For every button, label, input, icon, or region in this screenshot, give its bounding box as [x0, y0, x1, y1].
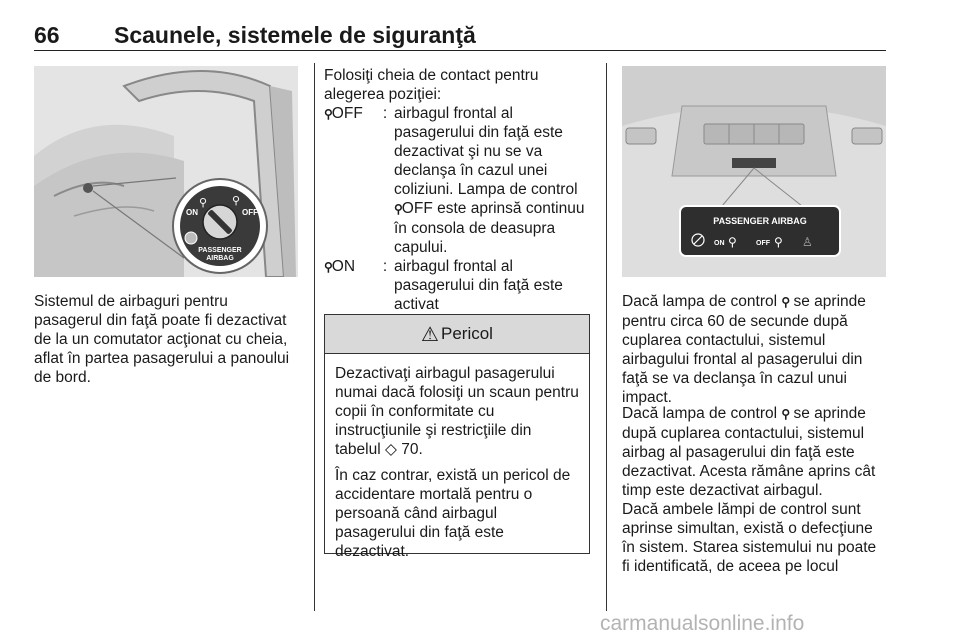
- position-list: [324, 104, 594, 314]
- def-on: airbagul frontal al pasagerului din faţă este activat: [394, 258, 563, 313]
- overhead-console-figure: [622, 66, 886, 277]
- airbag-on-icon: ⚲: [728, 235, 737, 249]
- left-caption: Sistemul de airbaguri pentru pasagerul din faţă poate fi dezactivat de la un comutator acţionat cu cheia, aflat în partea pasagerului a panoului de bord.: [34, 293, 290, 386]
- airbag-off-icon: ⚲: [774, 235, 783, 249]
- panel-on-label: ON: [714, 240, 725, 247]
- danger-paragraph-2: În caz contrar, există un pericol de accidentare mortală pentru o persoană când airbagul pasagerului din faţă este dezactivat.: [335, 467, 571, 560]
- list-colon: :: [382, 258, 388, 275]
- page-reference[interactable]: 70: [401, 441, 419, 458]
- switch-on-label: ON: [186, 208, 198, 217]
- list-item-off: [324, 104, 594, 257]
- right-paragraph-1: Dacă lampa de control ⚲ se aprinde pentru circa 60 de secunde după cuplarea contactului, sistemul airbagului frontal al pasagerului din faţă se va declanşa în cazul unui impact.: [622, 293, 866, 406]
- airbag-off-icon: ⚲: [394, 202, 402, 216]
- airbag-on-icon: ⚲: [199, 197, 208, 209]
- list-item-on: [324, 257, 594, 314]
- airbag-key-switch-figure: [34, 66, 298, 277]
- switch-off-label: OFF: [242, 208, 258, 217]
- watermark: carmanualsonline.info: [600, 612, 805, 635]
- page-title: Scaunele, sistemele de siguranţă: [114, 22, 476, 48]
- term-on: ON: [331, 258, 356, 275]
- console-illustration: [622, 66, 886, 277]
- term-off: OFF: [331, 105, 363, 122]
- list-colon: :: [382, 105, 388, 122]
- airbag-on-icon: ⚲: [781, 295, 790, 309]
- reference-arrow-icon: ◇: [384, 441, 397, 458]
- warning-triangle-icon: ⚠: [421, 323, 439, 346]
- column-divider-right: [606, 63, 607, 611]
- panel-label: PASSENGER AIRBAG: [713, 216, 807, 226]
- airbag-off-icon: ⚲: [232, 195, 241, 207]
- airbag-on-icon: ⚲: [324, 260, 332, 274]
- danger-body: [325, 354, 589, 561]
- danger-header: [325, 315, 589, 354]
- switch-label-top: PASSENGER: [198, 247, 242, 254]
- seat-belt-icon: ♙: [802, 235, 813, 249]
- intro-text: Folosiţi cheia de contact pentru alegerea poziţiei:: [324, 67, 539, 103]
- airbag-off-icon: ⚲: [324, 107, 332, 121]
- airbag-off-icon: ⚲: [781, 407, 790, 421]
- page-number: 66: [34, 22, 60, 48]
- danger-box: [324, 314, 590, 560]
- right-paragraph-2: Dacă lampa de control ⚲ se aprinde după cuplarea contactului, sistemul airbag al pasagerului din faţă este dezactivat. Acesta rămâne aprins cât timp este dezactivat airbagul.: [622, 405, 876, 499]
- danger-paragraph-1: Dezactivaţi airbagul pasagerului numai dacă folosiţi un scaun pentru copii în conformitate cu instrucţiunile şi restricţiile din tabelul ◇ 70.: [335, 365, 579, 458]
- switch-label-bottom: AIRBAG: [206, 255, 234, 262]
- column-divider-left: [314, 63, 315, 611]
- panel-off-label: OFF: [756, 240, 770, 247]
- key-switch-illustration: [34, 66, 298, 277]
- page-header: [34, 10, 886, 51]
- def-off: airbagul frontal al pasagerului din faţă este dezactivat şi nu se va declanşa în cazul unei coliziuni. Lampa de control ⚲OFF este aprinsă continuu în consola de deasupra capului.: [394, 105, 585, 256]
- danger-title: Pericol: [440, 324, 493, 343]
- right-paragraph-3: Dacă ambele lămpi de control sunt aprinse simultan, există o defecţiune în sistem. Starea sistemului nu poate fi identificată, de aceea pe locul: [622, 501, 877, 575]
